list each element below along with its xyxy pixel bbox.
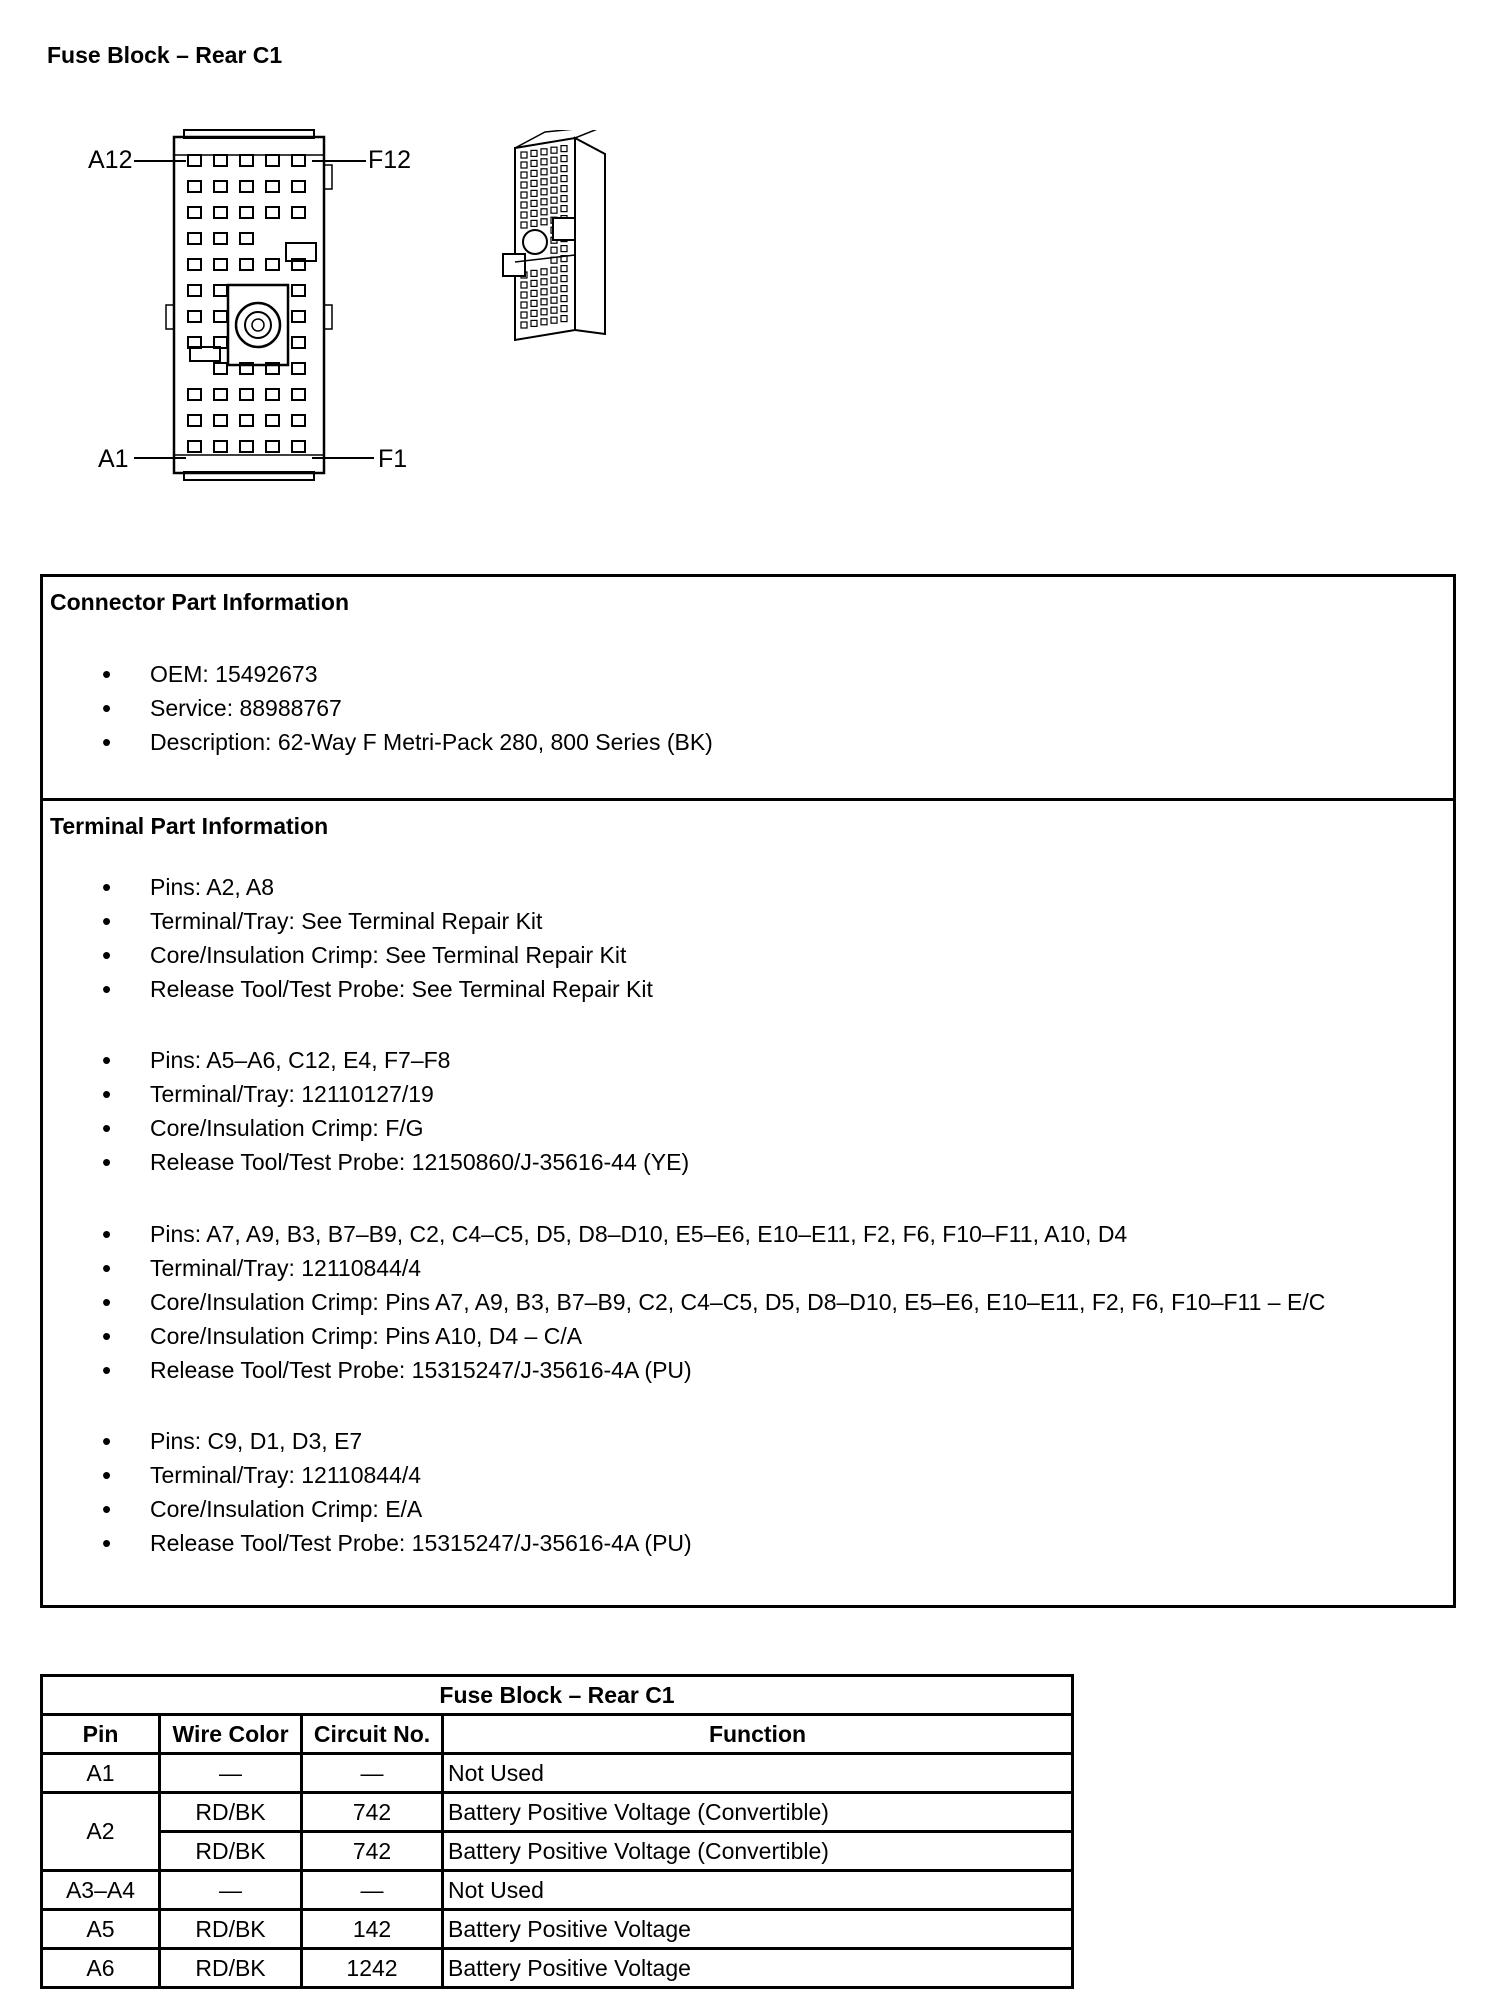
terminal-group-2 [43, 1043, 689, 1179]
cavity-shape [214, 311, 227, 322]
cell-wire: RD/BK [160, 1832, 302, 1871]
iso-cavity-shape [561, 276, 567, 282]
iso-cavity-shape [521, 162, 527, 168]
header-circuit-no: Circuit No. [302, 1715, 443, 1754]
iso-cavity-shape [551, 307, 557, 313]
cavity-shape [188, 155, 201, 166]
header-pin: Pin [42, 1715, 160, 1754]
iso-cavity-shape [551, 167, 557, 173]
iso-cavity-shape [561, 306, 567, 312]
iso-cavity-shape [521, 202, 527, 208]
cavity-shape [292, 181, 305, 192]
iso-cavity-shape [541, 209, 547, 215]
pin-table [40, 1674, 1074, 1989]
list-item: • Core/Insulation Crimp: E/A [43, 1492, 692, 1526]
iso-cavity-shape [551, 317, 557, 323]
iso-cavity-shape [551, 207, 557, 213]
cell-pin: A3–A4 [42, 1871, 160, 1910]
label-f12: F12 [368, 146, 412, 174]
iso-cavity-shape [531, 190, 537, 196]
cell-wire: — [160, 1754, 302, 1793]
list-item: • Pins: A5–A6, C12, E4, F7–F8 [43, 1043, 689, 1077]
cell-function: Battery Positive Voltage [443, 1949, 1073, 1988]
cell-wire: RD/BK [160, 1910, 302, 1949]
cavity-shape [214, 155, 227, 166]
table-row [42, 1871, 1073, 1910]
cavity-shape [240, 389, 253, 400]
iso-cavity-shape [531, 300, 537, 306]
list-item: • Pins: C9, D1, D3, E7 [43, 1424, 692, 1458]
label-a1: A1 [98, 445, 129, 473]
cavity-shape [240, 441, 253, 452]
iso-cavity-shape [551, 287, 557, 293]
iso-cavity-shape [551, 267, 557, 273]
cavity-shape [188, 415, 201, 426]
iso-cavity-shape [541, 299, 547, 305]
iso-cavity-shape [521, 152, 527, 158]
cell-pin: A6 [42, 1949, 160, 1988]
cell-circuit: 742 [302, 1832, 443, 1871]
cavity-shape [188, 233, 201, 244]
iso-cavity-shape [561, 196, 567, 202]
iso-cavity-shape [531, 180, 537, 186]
cell-function: Battery Positive Voltage [443, 1910, 1073, 1949]
cell-wire: RD/BK [160, 1793, 302, 1832]
cavity-shape [188, 285, 201, 296]
connector-info-heading: Connector Part Information [50, 589, 350, 615]
iso-cavity-shape [541, 319, 547, 325]
iso-cavity-shape [541, 279, 547, 285]
iso-cavity-shape [541, 269, 547, 275]
header-wire-color: Wire Color [160, 1715, 302, 1754]
cavity-shape [214, 415, 227, 426]
iso-cavity-shape [551, 157, 557, 163]
cavity-shape [214, 233, 227, 244]
cell-function: Battery Positive Voltage (Convertible) [443, 1793, 1073, 1832]
cell-wire: — [160, 1871, 302, 1910]
iso-cavity-shape [531, 170, 537, 176]
part-information-box [40, 574, 1456, 1608]
terminal-part-information [43, 801, 1453, 1608]
cavity-shape [188, 441, 201, 452]
iso-cavity-shape [561, 206, 567, 212]
iso-cavity-shape [561, 186, 567, 192]
iso-cavity-shape [541, 289, 547, 295]
cell-circuit: 742 [302, 1793, 443, 1832]
iso-cavity-shape [521, 282, 527, 288]
iso-cavity-shape [541, 189, 547, 195]
list-item: • Core/Insulation Crimp: Pins A7, A9, B3, B7–B9, C2, C4–C5, D5, D8–D10, E5–E6, E10–E11, F2, F6, F10–F11 – E/C [43, 1285, 1325, 1319]
iso-cavity-shape [531, 220, 537, 226]
iso-cavity-shape [521, 302, 527, 308]
iso-cavity-shape [531, 270, 537, 276]
iso-cavity-shape [561, 286, 567, 292]
iso-cavity-shape [551, 187, 557, 193]
iso-cavity-shape [561, 146, 567, 152]
iso-cavity-shape [541, 309, 547, 315]
cavity-shape [240, 259, 253, 270]
iso-cavity-shape [561, 246, 567, 252]
list-item: • Release Tool/Test Probe: 12150860/J-35616-44 (YE) [43, 1145, 689, 1179]
cavity-shape [214, 207, 227, 218]
cavity-shape [292, 207, 305, 218]
list-item: • Terminal/Tray: 12110844/4 [43, 1251, 1325, 1285]
cavity-shape [292, 155, 305, 166]
cavity-shape [214, 181, 227, 192]
cavity-shape [214, 285, 227, 296]
iso-cavity-shape [541, 199, 547, 205]
iso-cavity-shape [561, 296, 567, 302]
iso-cavity-shape [561, 176, 567, 182]
connector-part-information [43, 577, 1453, 801]
table-header-row [42, 1715, 1073, 1754]
terminal-group-1 [43, 870, 653, 1006]
list-item: • Core/Insulation Crimp: F/G [43, 1111, 689, 1145]
cavity-shape [292, 337, 305, 348]
iso-cavity-shape [541, 149, 547, 155]
iso-cavity-shape [561, 156, 567, 162]
cavity-shape [266, 259, 279, 270]
cavity-shape [240, 155, 253, 166]
cavity-shape [292, 311, 305, 322]
terminal-group-3 [43, 1217, 1325, 1387]
iso-cavity-shape [531, 310, 537, 316]
terminal-info-heading: Terminal Part Information [50, 813, 329, 839]
iso-cavity-shape [521, 322, 527, 328]
cavity-shape [292, 415, 305, 426]
iso-cavity-shape [541, 179, 547, 185]
iso-cavity-shape [551, 197, 557, 203]
table-row [42, 1754, 1073, 1793]
cavity-shape [240, 181, 253, 192]
list-item: • Description: 62-Way F Metri-Pack 280, 800 Series (BK) [43, 725, 713, 759]
iso-cavity-shape [551, 147, 557, 153]
cell-pin: A5 [42, 1910, 160, 1949]
cavity-shape [266, 441, 279, 452]
page-title: Fuse Block – Rear C1 [47, 42, 283, 68]
iso-cavity-shape [521, 172, 527, 178]
iso-cavity-shape [561, 266, 567, 272]
list-item: • Terminal/Tray: See Terminal Repair Kit [43, 904, 653, 938]
cell-wire: RD/BK [160, 1949, 302, 1988]
label-a12: A12 [88, 146, 133, 174]
table-row [42, 1949, 1073, 1988]
header-function: Function [443, 1715, 1073, 1754]
cell-circuit: 1242 [302, 1949, 443, 1988]
pin-table-title: Fuse Block – Rear C1 [42, 1676, 1073, 1715]
iso-cavity-shape [521, 182, 527, 188]
cavity-shape [240, 207, 253, 218]
cavity-shape [188, 259, 201, 270]
list-item: • Release Tool/Test Probe: See Terminal Repair Kit [43, 972, 653, 1006]
iso-cavity-shape [521, 292, 527, 298]
list-item: • Core/Insulation Crimp: See Terminal Repair Kit [43, 938, 653, 972]
cell-function: Battery Positive Voltage (Convertible) [443, 1832, 1073, 1871]
cavity-shape [266, 155, 279, 166]
cell-circuit: — [302, 1871, 443, 1910]
cavity-shape [292, 285, 305, 296]
cavity-shape [292, 363, 305, 374]
iso-cavity-shape [541, 169, 547, 175]
cavity-shape [188, 389, 201, 400]
cavity-shape [266, 389, 279, 400]
iso-cavity-shape [541, 159, 547, 165]
connector-info-list [43, 657, 713, 759]
list-item: • Release Tool/Test Probe: 15315247/J-35616-4A (PU) [43, 1526, 692, 1560]
iso-cavity-shape [551, 297, 557, 303]
cavity-shape [266, 181, 279, 192]
iso-cavity-shape [551, 277, 557, 283]
list-item: • Pins: A2, A8 [43, 870, 653, 904]
list-item: • Terminal/Tray: 12110127/19 [43, 1077, 689, 1111]
iso-cavity-shape [521, 312, 527, 318]
cavity-shape [188, 207, 201, 218]
cavity-shape [214, 363, 227, 374]
iso-cavity-shape [531, 280, 537, 286]
iso-cavity-shape [551, 177, 557, 183]
iso-cavity-shape [541, 219, 547, 225]
cavity-shape [292, 389, 305, 400]
cavity-shape [214, 389, 227, 400]
cell-pin: A1 [42, 1754, 160, 1793]
list-item: • Core/Insulation Crimp: Pins A10, D4 – C/A [43, 1319, 1325, 1353]
iso-cavity-shape [531, 150, 537, 156]
connector-isometric-diagram [495, 130, 625, 350]
iso-cavity-shape [561, 316, 567, 322]
list-item: • Pins: A7, A9, B3, B7–B9, C2, C4–C5, D5, D8–D10, E5–E6, E10–E11, F2, F6, F10–F11, A10, D4 [43, 1217, 1325, 1251]
iso-cavity-shape [521, 212, 527, 218]
cell-function: Not Used [443, 1871, 1073, 1910]
cavity-shape [188, 311, 201, 322]
cavity-shape [240, 415, 253, 426]
cavity-shape [266, 415, 279, 426]
iso-cavity-shape [561, 166, 567, 172]
cavity-shape [292, 441, 305, 452]
iso-cavity-shape [531, 160, 537, 166]
cell-function: Not Used [443, 1754, 1073, 1793]
iso-cavity-shape [531, 200, 537, 206]
list-item: • Terminal/Tray: 12110844/4 [43, 1458, 692, 1492]
iso-cavity-shape [531, 320, 537, 326]
table-row [42, 1832, 1073, 1871]
table-row [42, 1793, 1073, 1832]
table-row [42, 1910, 1073, 1949]
iso-cavity-shape [551, 247, 557, 253]
iso-cavity-shape [521, 192, 527, 198]
cavity-shape [266, 207, 279, 218]
iso-cavity-shape [521, 222, 527, 228]
cell-circuit: 142 [302, 1910, 443, 1949]
cell-pin: A2 [42, 1793, 160, 1871]
cavity-shape [214, 259, 227, 270]
cavity-shape [240, 233, 253, 244]
list-item: • Release Tool/Test Probe: 15315247/J-35616-4A (PU) [43, 1353, 1325, 1387]
cavity-shape [188, 181, 201, 192]
label-f1: F1 [378, 445, 408, 473]
cell-circuit: — [302, 1754, 443, 1793]
cavity-shape [214, 441, 227, 452]
list-item: • Service: 88988767 [43, 691, 713, 725]
list-item: • OEM: 15492673 [43, 657, 713, 691]
iso-cavity-shape [531, 290, 537, 296]
terminal-group-4 [43, 1424, 692, 1560]
connector-face-diagram [80, 125, 440, 485]
iso-cavity-shape [531, 210, 537, 216]
